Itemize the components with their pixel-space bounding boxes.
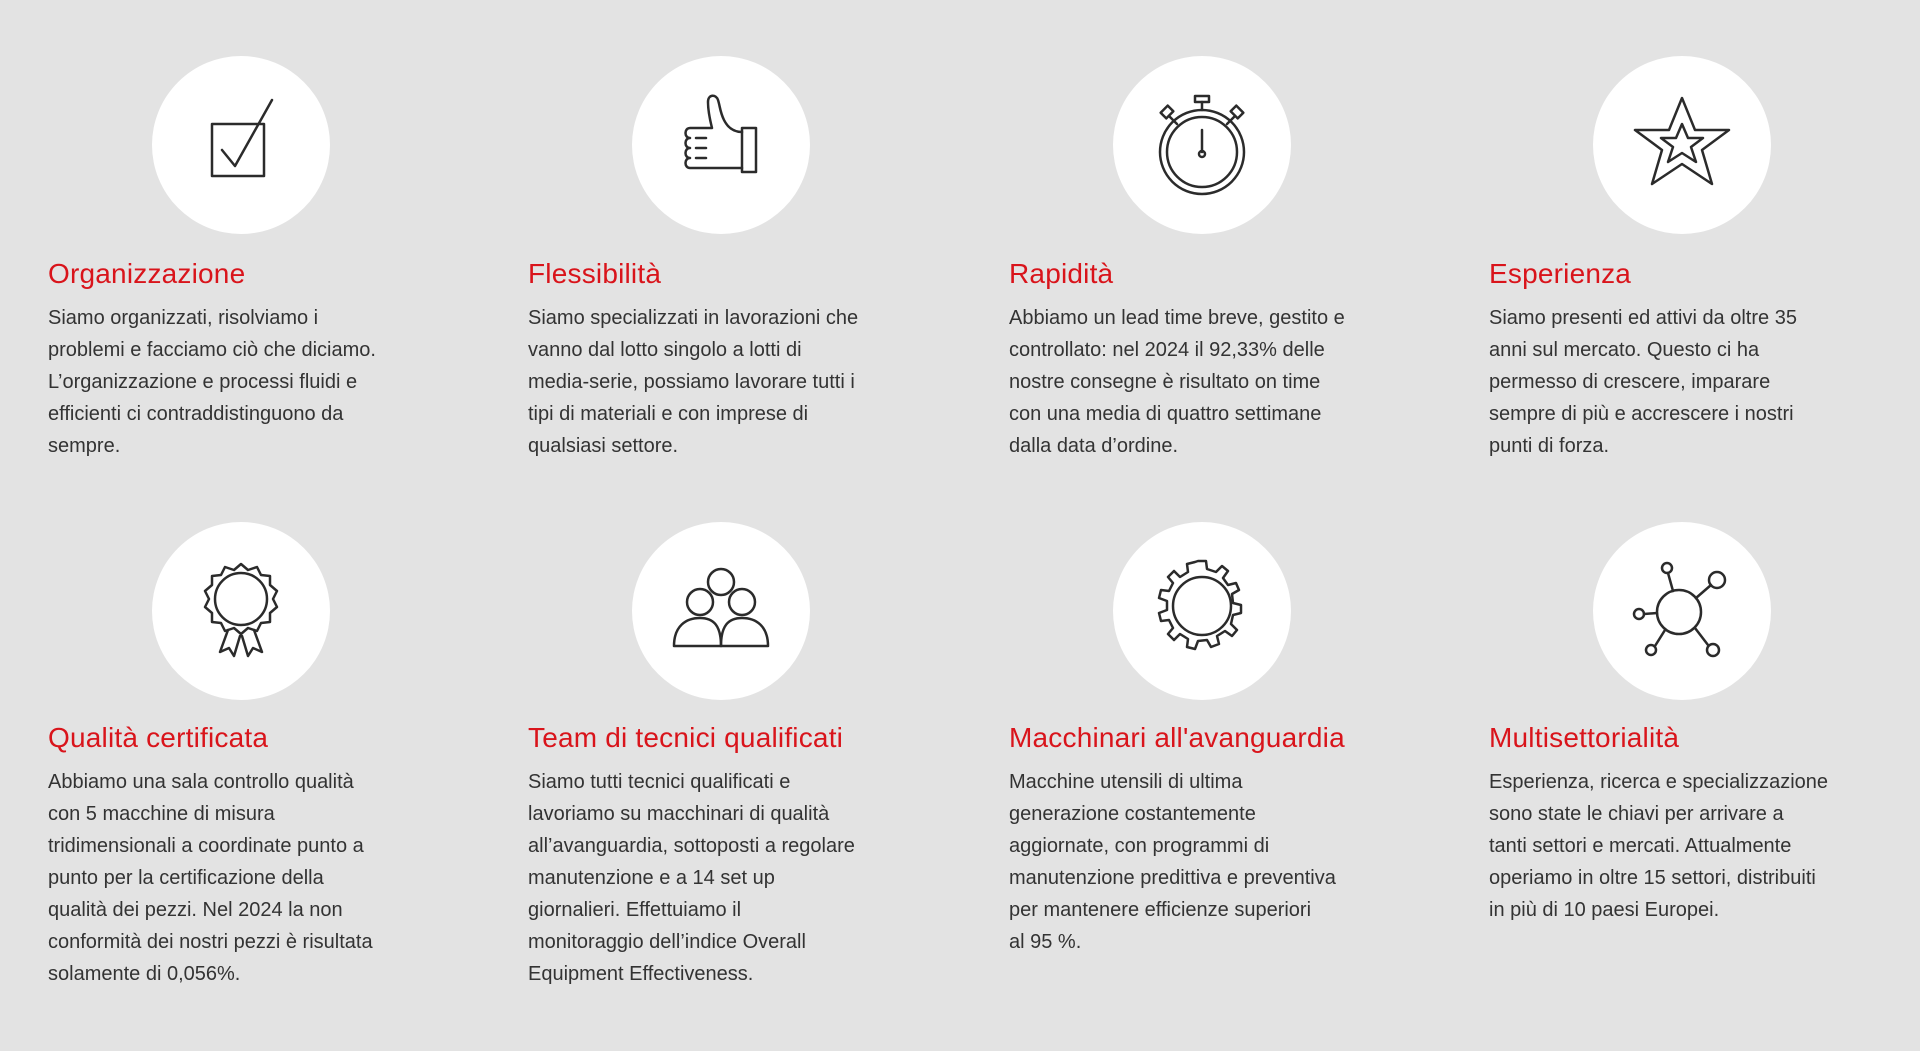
feature-description: Abbiamo un lead time breve, gestito e controllato: nel 2024 il 92,33% delle nostre consegne è risultato on time con una media di quattro settimane dalla data d’ordine. [1009, 307, 1345, 457]
feature-title: Flessibilità [528, 258, 662, 289]
feature-title: Multisettorialità [1489, 722, 1680, 753]
team-people-icon [656, 546, 786, 676]
icon-circle [632, 522, 810, 700]
icon-circle [632, 56, 810, 234]
checkbox-check-icon [176, 80, 306, 210]
feature-title: Qualità certificata [48, 722, 269, 753]
icon-circle [152, 522, 330, 700]
network-nodes-icon [1617, 546, 1747, 676]
stopwatch-icon [1137, 80, 1267, 210]
feature-title: Organizzazione [48, 258, 246, 289]
feature-description: Macchine utensili di ultima generazione costantemente aggiornate, con programmi di manutenzione predittiva e preventiva per mantenere efficienze superiori al 95 %. [1009, 771, 1336, 953]
icon-circle [1593, 522, 1771, 700]
thumbs-up-icon [656, 80, 786, 210]
icon-circle [1113, 522, 1291, 700]
award-badge-icon [176, 546, 306, 676]
feature-description: Siamo specializzati in lavorazioni che vanno dal lotto singolo a lotti di media-serie, possiamo lavorare tutti i tipi di materiali e con imprese di qualsiasi settore. [528, 307, 859, 457]
feature-title: Macchinari all'avanguardia [1009, 722, 1345, 753]
icon-circle [1113, 56, 1291, 234]
feature-title: Rapidità [1009, 258, 1114, 289]
feature-title: Team di tecnici qualificati [528, 722, 844, 753]
star-icon [1617, 80, 1747, 210]
gear-icon [1137, 546, 1267, 676]
feature-description: Abbiamo una sala controllo qualità con 5 macchine di misura tridimensionali a coordinate punto a punto per la certificazione della qualità dei pezzi. Nel 2024 la non conformità dei nostri pezzi è risultata solamente di 0,056%. [48, 771, 373, 985]
icon-circle [1593, 56, 1771, 234]
feature-description: Siamo tutti tecnici qualificati e lavoriamo su macchinari di qualità all’avanguardia, sottoposti a regolare manutenzione e a 14 set up giornalieri. Effettuiamo il monitoraggio dell’indice Overall Equipment Effectiveness. [528, 771, 855, 985]
feature-description: Siamo presenti ed attivi da oltre 35 anni sul mercato. Questo ci ha permesso di crescere, imparare sempre di più e accrescere i nostri punti di forza. [1489, 307, 1797, 457]
feature-title: Esperienza [1489, 258, 1632, 289]
feature-description: Siamo organizzati, risolviamo i problemi e facciamo ciò che diciamo. L’organizzazione e processi fluidi e efficienti ci contraddistinguono da sempre. [48, 307, 376, 457]
icon-circle [152, 56, 330, 234]
feature-description: Esperienza, ricerca e specializzazione sono state le chiavi per arrivare a tanti settori e mercati. Attualmente operiamo in oltre 15 settori, distribuiti in più di 10 paesi Europei. [1489, 771, 1829, 921]
